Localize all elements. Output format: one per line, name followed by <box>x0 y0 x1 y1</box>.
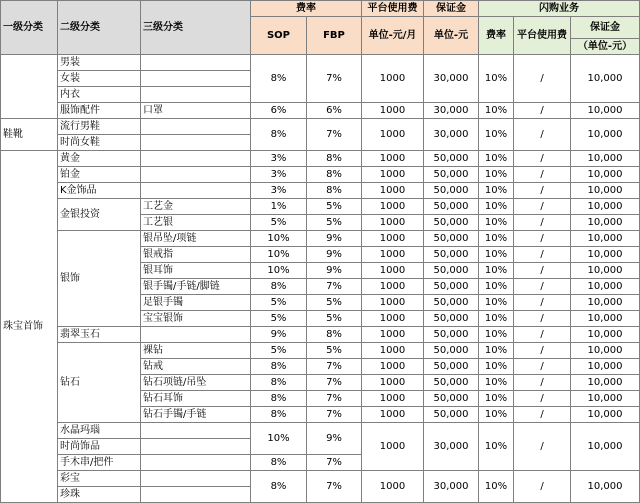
sop-cell: 10% <box>251 423 307 455</box>
cat2-underwear: 内衣 <box>58 87 141 103</box>
deposit-cell: 50,000 <box>424 215 479 231</box>
cat3-empty <box>141 439 251 455</box>
fbp-cell: 5% <box>307 215 362 231</box>
header-deposit-unit: 单位-元 <box>424 17 479 55</box>
flash-fee-cell: / <box>514 55 571 103</box>
flash-rate-cell: 10% <box>479 311 514 327</box>
flash-deposit-cell: 10,000 <box>571 359 640 375</box>
flash-fee-cell: / <box>514 375 571 391</box>
header-level1: 一级分类 <box>1 1 58 55</box>
fbp-cell: 9% <box>307 423 362 455</box>
flash-fee-cell: / <box>514 247 571 263</box>
sop-cell: 3% <box>251 183 307 199</box>
fee-cell: 1000 <box>362 55 424 103</box>
cat3-craft-gold: 工艺金 <box>141 199 251 215</box>
deposit-cell: 50,000 <box>424 343 479 359</box>
flash-rate-cell: 10% <box>479 263 514 279</box>
flash-deposit-cell: 10,000 <box>571 295 640 311</box>
cat3-diamond-bracelet: 钻石手镯/手链 <box>141 407 251 423</box>
deposit-cell: 50,000 <box>424 247 479 263</box>
cat3-empty <box>141 55 251 71</box>
fbp-cell: 7% <box>307 279 362 295</box>
flash-fee-cell: / <box>514 423 571 471</box>
fee-cell: 1000 <box>362 375 424 391</box>
flash-fee-cell: / <box>514 167 571 183</box>
flash-deposit-cell: 10,000 <box>571 423 640 471</box>
flash-rate-cell: 10% <box>479 327 514 343</box>
cat3-silver-pendant: 银吊坠/项链 <box>141 231 251 247</box>
cat3-empty <box>141 135 251 151</box>
fbp-cell: 7% <box>307 375 362 391</box>
flash-deposit-cell: 10,000 <box>571 279 640 295</box>
header-flash: 闪购业务 <box>479 1 640 17</box>
cat3-empty <box>141 183 251 199</box>
cat3-gem-silver: 宝宝银饰 <box>141 311 251 327</box>
deposit-cell: 50,000 <box>424 327 479 343</box>
cat2-platinum: 铂金 <box>58 167 141 183</box>
cat3-empty <box>141 167 251 183</box>
flash-fee-cell: / <box>514 311 571 327</box>
deposit-cell: 50,000 <box>424 183 479 199</box>
flash-fee-cell: / <box>514 231 571 247</box>
deposit-cell: 50,000 <box>424 311 479 327</box>
deposit-cell: 50,000 <box>424 375 479 391</box>
cat3-empty <box>141 151 251 167</box>
flash-deposit-cell: 10,000 <box>571 327 640 343</box>
sop-cell: 8% <box>251 119 307 151</box>
fee-cell: 1000 <box>362 247 424 263</box>
cat3-empty <box>141 471 251 487</box>
fee-cell: 1000 <box>362 151 424 167</box>
deposit-cell: 50,000 <box>424 359 479 375</box>
cat2-jade: 翡翠玉石 <box>58 327 141 343</box>
cat2-investment: 金银投资 <box>58 199 141 231</box>
fbp-cell: 9% <box>307 247 362 263</box>
sop-cell: 5% <box>251 295 307 311</box>
sop-cell: 1% <box>251 199 307 215</box>
header-deposit: 保证金 <box>424 1 479 17</box>
header-sop: SOP <box>251 17 307 55</box>
flash-deposit-cell: 10,000 <box>571 247 640 263</box>
fee-cell: 1000 <box>362 471 424 503</box>
fbp-cell: 5% <box>307 295 362 311</box>
cat3-empty <box>141 487 251 503</box>
fee-cell: 1000 <box>362 215 424 231</box>
fbp-cell: 7% <box>307 471 362 503</box>
fee-cell: 1000 <box>362 119 424 151</box>
header-flash-rate: 费率 <box>479 17 514 55</box>
cat3-empty <box>141 71 251 87</box>
deposit-cell: 50,000 <box>424 151 479 167</box>
fbp-cell: 5% <box>307 343 362 359</box>
fee-cell: 1000 <box>362 423 424 471</box>
deposit-cell: 30,000 <box>424 471 479 503</box>
fee-cell: 1000 <box>362 263 424 279</box>
flash-deposit-cell: 10,000 <box>571 263 640 279</box>
flash-deposit-cell: 10,000 <box>571 343 640 359</box>
fee-cell: 1000 <box>362 311 424 327</box>
flash-rate-cell: 10% <box>479 295 514 311</box>
flash-rate-cell: 10% <box>479 55 514 103</box>
sop-cell: 8% <box>251 407 307 423</box>
fbp-cell: 5% <box>307 199 362 215</box>
cat2-accessories: 服饰配件 <box>58 103 141 119</box>
sop-cell: 9% <box>251 327 307 343</box>
fbp-cell: 8% <box>307 151 362 167</box>
deposit-cell: 50,000 <box>424 167 479 183</box>
header-platform-fee-unit: 单位-元/月 <box>362 17 424 55</box>
deposit-cell: 50,000 <box>424 231 479 247</box>
flash-rate-cell: 10% <box>479 359 514 375</box>
flash-deposit-cell: 10,000 <box>571 407 640 423</box>
sop-cell: 5% <box>251 311 307 327</box>
header-flash-platform-fee: 平台使用费 <box>514 17 571 55</box>
flash-deposit-cell: 10,000 <box>571 231 640 247</box>
cat1-apparel <box>1 55 58 119</box>
cat3-empty <box>141 327 251 343</box>
cat2-pearl: 珍珠 <box>58 487 141 503</box>
cat2-gems: 彩宝 <box>58 471 141 487</box>
cat3-empty <box>141 455 251 471</box>
flash-rate-cell: 10% <box>479 375 514 391</box>
cat1-shoes: 鞋靴 <box>1 119 58 151</box>
flash-fee-cell: / <box>514 471 571 503</box>
header-flash-deposit-unit: （单位-元） <box>571 39 640 55</box>
sop-cell: 10% <box>251 247 307 263</box>
sop-cell: 10% <box>251 231 307 247</box>
fee-cell: 1000 <box>362 343 424 359</box>
fbp-cell: 8% <box>307 327 362 343</box>
cat3-silver-earring: 银耳饰 <box>141 263 251 279</box>
header-level2: 二级分类 <box>58 1 141 55</box>
fee-cell: 1000 <box>362 391 424 407</box>
sop-cell: 8% <box>251 391 307 407</box>
cat2-beads: 手木串/把件 <box>58 455 141 471</box>
flash-fee-cell: / <box>514 119 571 151</box>
flash-deposit-cell: 10,000 <box>571 391 640 407</box>
sop-cell: 8% <box>251 359 307 375</box>
flash-fee-cell: / <box>514 343 571 359</box>
fbp-cell: 7% <box>307 119 362 151</box>
cat3-craft-silver: 工艺银 <box>141 215 251 231</box>
flash-deposit-cell: 10,000 <box>571 215 640 231</box>
flash-rate-cell: 10% <box>479 215 514 231</box>
flash-deposit-cell: 10,000 <box>571 167 640 183</box>
fbp-cell: 8% <box>307 183 362 199</box>
sop-cell: 6% <box>251 103 307 119</box>
fee-cell: 1000 <box>362 199 424 215</box>
cat3-empty <box>141 423 251 439</box>
cat3-foot-silver: 足银手镯 <box>141 295 251 311</box>
flash-deposit-cell: 10,000 <box>571 375 640 391</box>
flash-deposit-cell: 10,000 <box>571 119 640 151</box>
deposit-cell: 50,000 <box>424 199 479 215</box>
fee-cell: 1000 <box>362 167 424 183</box>
cat2-crystal: 水晶玛瑙 <box>58 423 141 439</box>
fee-cell: 1000 <box>362 183 424 199</box>
fbp-cell: 7% <box>307 359 362 375</box>
flash-fee-cell: / <box>514 199 571 215</box>
flash-rate-cell: 10% <box>479 103 514 119</box>
header-platform-fee: 平台使用费 <box>362 1 424 17</box>
fbp-cell: 6% <box>307 103 362 119</box>
cat3-silver-bracelet: 银手镯/手链/脚链 <box>141 279 251 295</box>
flash-deposit-cell: 10,000 <box>571 151 640 167</box>
cat3-empty <box>141 119 251 135</box>
flash-rate-cell: 10% <box>479 343 514 359</box>
flash-deposit-cell: 10,000 <box>571 311 640 327</box>
fee-cell: 1000 <box>362 327 424 343</box>
header-fbp: FBP <box>307 17 362 55</box>
fee-cell: 1000 <box>362 279 424 295</box>
fee-cell: 1000 <box>362 295 424 311</box>
flash-rate-cell: 10% <box>479 279 514 295</box>
cat3-mask: 口罩 <box>141 103 251 119</box>
fee-cell: 1000 <box>362 103 424 119</box>
fbp-cell: 9% <box>307 231 362 247</box>
deposit-cell: 50,000 <box>424 407 479 423</box>
flash-deposit-cell: 10,000 <box>571 199 640 215</box>
sop-cell: 10% <box>251 263 307 279</box>
header-fee-rate: 费率 <box>251 1 362 17</box>
fbp-cell: 5% <box>307 311 362 327</box>
flash-fee-cell: / <box>514 391 571 407</box>
header-level3: 三级分类 <box>141 1 251 55</box>
cat3-empty <box>141 87 251 103</box>
flash-rate-cell: 10% <box>479 151 514 167</box>
deposit-cell: 50,000 <box>424 391 479 407</box>
sop-cell: 8% <box>251 471 307 503</box>
sop-cell: 3% <box>251 151 307 167</box>
flash-fee-cell: / <box>514 183 571 199</box>
flash-rate-cell: 10% <box>479 391 514 407</box>
flash-fee-cell: / <box>514 279 571 295</box>
fee-cell: 1000 <box>362 359 424 375</box>
fbp-cell: 7% <box>307 391 362 407</box>
sop-cell: 5% <box>251 343 307 359</box>
flash-rate-cell: 10% <box>479 247 514 263</box>
flash-rate-cell: 10% <box>479 231 514 247</box>
sop-cell: 3% <box>251 167 307 183</box>
deposit-cell: 30,000 <box>424 423 479 471</box>
sop-cell: 8% <box>251 455 307 471</box>
deposit-cell: 30,000 <box>424 103 479 119</box>
cat3-diamond-pendant: 钻石项链/吊坠 <box>141 375 251 391</box>
sop-cell: 8% <box>251 55 307 103</box>
flash-fee-cell: / <box>514 327 571 343</box>
flash-rate-cell: 10% <box>479 471 514 503</box>
cat2-gold: 黄金 <box>58 151 141 167</box>
cat2-womenswear: 女装 <box>58 71 141 87</box>
flash-rate-cell: 10% <box>479 119 514 151</box>
cat2-k-gold: K金饰品 <box>58 183 141 199</box>
deposit-cell: 30,000 <box>424 119 479 151</box>
flash-deposit-cell: 10,000 <box>571 471 640 503</box>
fbp-cell: 7% <box>307 55 362 103</box>
flash-fee-cell: / <box>514 295 571 311</box>
fbp-cell: 7% <box>307 407 362 423</box>
fee-cell: 1000 <box>362 231 424 247</box>
flash-fee-cell: / <box>514 263 571 279</box>
flash-rate-cell: 10% <box>479 183 514 199</box>
flash-fee-cell: / <box>514 359 571 375</box>
deposit-cell: 30,000 <box>424 55 479 103</box>
fee-cell: 1000 <box>362 407 424 423</box>
cat1-jewelry: 珠宝首饰 <box>1 151 58 503</box>
deposit-cell: 50,000 <box>424 263 479 279</box>
flash-deposit-cell: 10,000 <box>571 103 640 119</box>
cat2-silver: 银饰 <box>58 231 141 327</box>
flash-fee-cell: / <box>514 151 571 167</box>
sop-cell: 8% <box>251 375 307 391</box>
flash-fee-cell: / <box>514 407 571 423</box>
flash-rate-cell: 10% <box>479 423 514 471</box>
cat3-diamond-ring: 钻戒 <box>141 359 251 375</box>
fbp-cell: 8% <box>307 167 362 183</box>
flash-deposit-cell: 10,000 <box>571 55 640 103</box>
cat3-bare-diamond: 裸钻 <box>141 343 251 359</box>
flash-rate-cell: 10% <box>479 199 514 215</box>
cat2-fashion: 时尚饰品 <box>58 439 141 455</box>
flash-deposit-cell: 10,000 <box>571 183 640 199</box>
cat2-mens-shoes: 流行男鞋 <box>58 119 141 135</box>
flash-fee-cell: / <box>514 215 571 231</box>
cat2-diamond: 钻石 <box>58 343 141 423</box>
flash-fee-cell: / <box>514 103 571 119</box>
flash-rate-cell: 10% <box>479 407 514 423</box>
deposit-cell: 50,000 <box>424 279 479 295</box>
sop-cell: 8% <box>251 279 307 295</box>
sop-cell: 5% <box>251 215 307 231</box>
header-flash-deposit: 保证金 <box>571 17 640 39</box>
deposit-cell: 50,000 <box>424 295 479 311</box>
cat2-womens-shoes: 时尚女鞋 <box>58 135 141 151</box>
cat2-menswear: 男装 <box>58 55 141 71</box>
fbp-cell: 9% <box>307 263 362 279</box>
flash-rate-cell: 10% <box>479 167 514 183</box>
cat3-silver-ring: 银戒指 <box>141 247 251 263</box>
cat3-diamond-earring: 钻石耳饰 <box>141 391 251 407</box>
fbp-cell: 7% <box>307 455 362 471</box>
